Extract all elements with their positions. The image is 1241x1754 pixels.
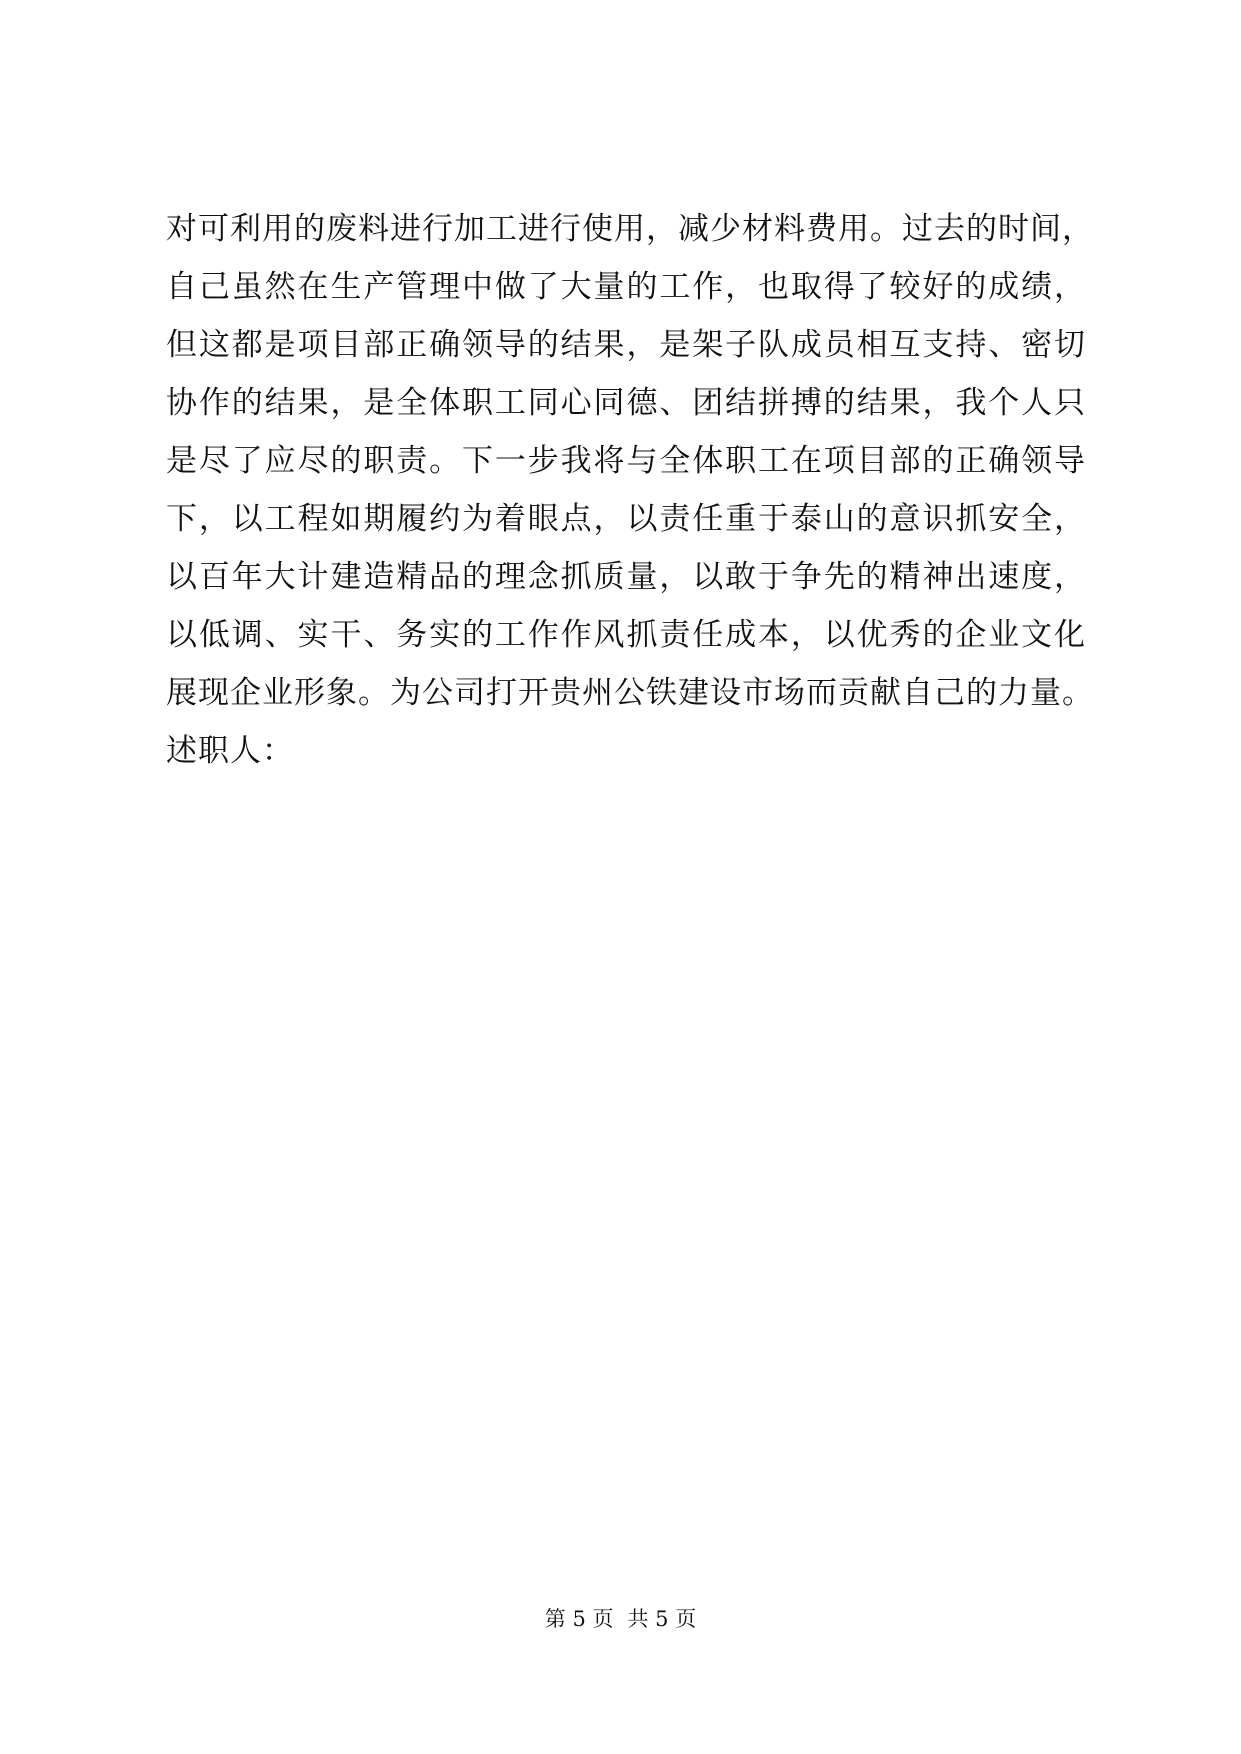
text-line: 但这都是项目部正确领导的结果，是架子队成员相互支持、密切 xyxy=(166,327,1086,363)
body-text xyxy=(166,200,1094,780)
page-total: 共 5 页 xyxy=(627,1607,697,1631)
page-footer xyxy=(0,1605,1241,1633)
text-line: 展现企业形象。为公司打开贵州公铁建设市场而贡献自己的力量。 xyxy=(166,675,1094,711)
text-line: 自己虽然在生产管理中做了大量的工作，也取得了较好的成绩， xyxy=(166,269,1086,305)
text-line: 下，以工程如期履约为着眼点，以责任重于泰山的意识抓安全， xyxy=(166,501,1086,537)
signature-line: 述职人： xyxy=(166,733,294,769)
text-line: 以百年大计建造精品的理念抓质量，以敢于争先的精神出速度， xyxy=(166,559,1086,595)
text-line: 以低调、实干、务实的工作作风抓责任成本，以优秀的企业文化 xyxy=(166,617,1086,653)
text-line: 是尽了应尽的职责。下一步我将与全体职工在项目部的正确领导 xyxy=(166,443,1086,479)
page-number: 第 5 页 xyxy=(544,1607,614,1631)
text-line: 协作的结果，是全体职工同心同德、团结拼搏的结果，我个人只 xyxy=(166,385,1086,421)
text-line: 对可利用的废料进行加工进行使用，减少材料费用。过去的时间， xyxy=(166,211,1094,247)
